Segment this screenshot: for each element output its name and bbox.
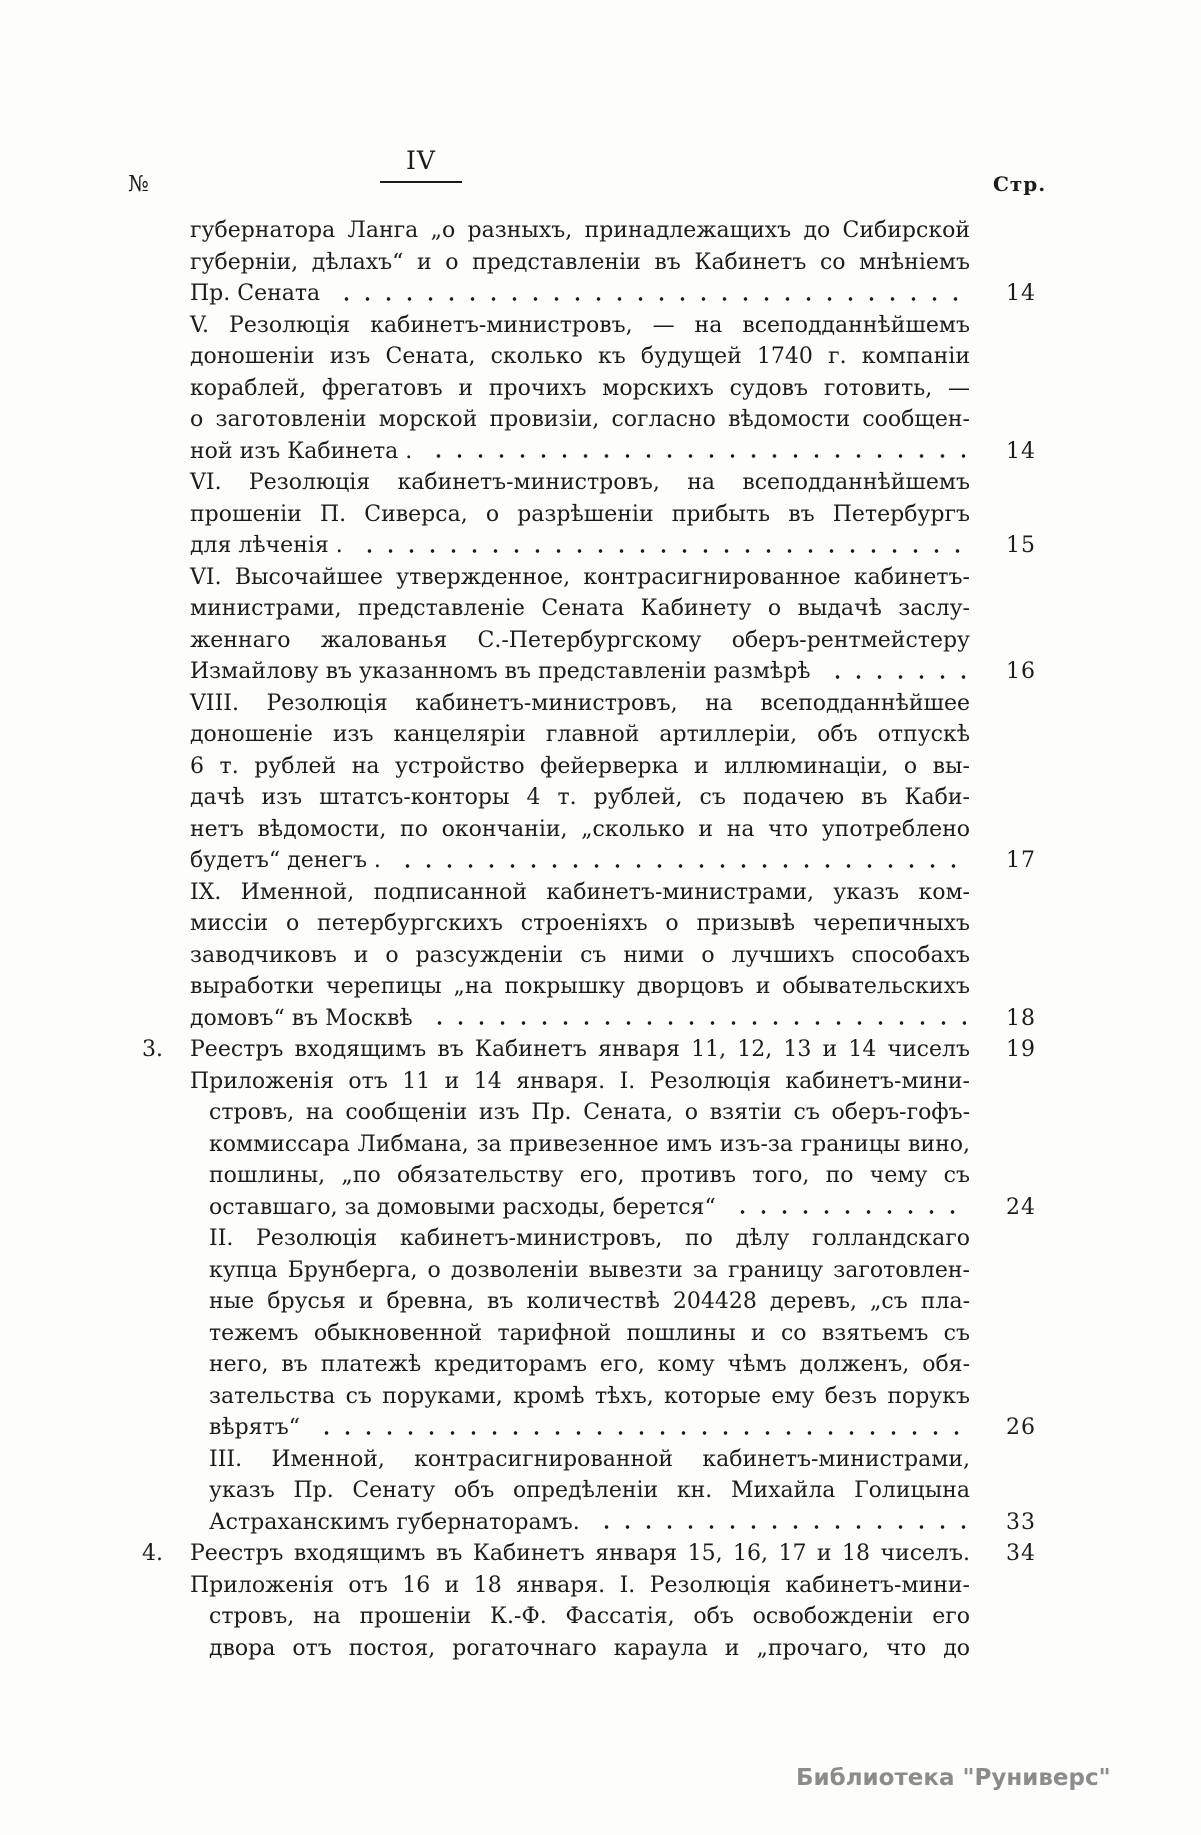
- entry-text: стровъ, на сообщеніи изъ Пр. Сената, о взятіи съ оберъ-гофъ-: [209, 1100, 970, 1125]
- toc-line: [190, 625, 970, 657]
- entry-text: для лѣченія .: [190, 533, 343, 558]
- entry-page-number: 17: [1006, 848, 1036, 873]
- toc-line: [190, 310, 970, 342]
- entry-page-number: 34: [1006, 1541, 1036, 1566]
- entry-text: домовъ“ въ Москвѣ: [190, 1005, 413, 1031]
- toc-line: [142, 1538, 1036, 1570]
- toc-line: [190, 688, 970, 720]
- entry-number: 4.: [142, 1541, 163, 1566]
- toc-line: [190, 1192, 1036, 1224]
- toc-line: [190, 908, 970, 940]
- dot-leader: [420, 436, 966, 468]
- entry-text: III. Именной, контрасигнированной кабинетъ-министрами,: [209, 1446, 970, 1472]
- entry-text: тежемъ обыкновенной тарифной пошлины и со взятьемъ съ: [209, 1320, 970, 1346]
- page-header: [371, 146, 471, 183]
- toc-line: [190, 1160, 970, 1192]
- toc-line: [190, 467, 970, 499]
- entry-text: оставшаго, за домовыми расходы, берется“: [209, 1194, 716, 1220]
- toc-line: [190, 1444, 970, 1476]
- toc-line: [190, 1003, 1036, 1035]
- entry-text: V. Резолюція кабинетъ-министровъ, — на всеподданнѣйшемъ: [190, 312, 970, 338]
- entry-page-number: 19: [1006, 1037, 1036, 1062]
- entry-text: Реестръ входящимъ въ Кабинетъ января 11, 12, 13 и 14 чиселъ: [190, 1037, 970, 1062]
- toc-line: [190, 1633, 970, 1665]
- dot-leader: [308, 1412, 966, 1444]
- entry-text: доношеніе изъ канцеляріи главной артиллеріи, объ отпускѣ: [190, 722, 970, 747]
- toc-line: [190, 1475, 970, 1507]
- dot-leader: [351, 530, 966, 562]
- entry-text: IX. Именной, подписанной кабинетъ-министрами, указъ ком-: [190, 879, 970, 905]
- entry-page-number: 15: [1006, 533, 1036, 558]
- entry-text: VI. Резолюція кабинетъ-министровъ, на всеподданнѣйшемъ: [190, 470, 970, 495]
- page-roman-numeral: IV: [406, 146, 436, 175]
- entry-page-number: 33: [1006, 1509, 1036, 1535]
- entry-text: ной изъ Кабинета .: [190, 438, 413, 464]
- toc-line: [190, 1349, 970, 1381]
- toc-line: [190, 940, 970, 972]
- entry-text: будетъ“ денегъ .: [190, 848, 381, 873]
- entry-text: VI. Высочайшее утвержденное, контрасигнированное кабинетъ-: [190, 564, 970, 590]
- toc-line: [190, 373, 970, 405]
- page-column-label: Стр.: [993, 172, 1047, 196]
- toc-line: [190, 1129, 970, 1161]
- toc-line: [190, 656, 1036, 688]
- toc-line: [190, 719, 970, 751]
- entry-text: Астраханскимъ губернаторамъ.: [209, 1509, 580, 1535]
- toc-line: [190, 1097, 970, 1129]
- toc-line: [190, 845, 1036, 877]
- entry-text: двора отъ постоя, рогаточнаго караула и „прочаго, что до: [209, 1635, 970, 1661]
- toc-line: [142, 1034, 1036, 1066]
- entry-number: 3.: [142, 1037, 163, 1062]
- entry-text: миссіи о петербургскихъ строеніяхъ о призывѣ черепичныхъ: [190, 911, 970, 936]
- entry-text: министрами, представленіе Сената Кабинету о выдачѣ заслу-: [190, 596, 970, 621]
- entry-text: купца Брунберга, о дозволеніи вывезти за границу заготовлен-: [209, 1257, 970, 1283]
- toc-line: [190, 1255, 970, 1287]
- entry-text: стровъ, на прошеніи К.-Ф. Фассатія, объ освобожденіи его: [209, 1604, 970, 1629]
- entry-text: Пр. Сената: [190, 281, 321, 306]
- entry-text: пошлины, „по обязательству его, противъ того, по чему съ: [209, 1163, 970, 1188]
- number-column-label: №: [128, 172, 149, 197]
- entry-text: о заготовленіи морской провизіи, согласно вѣдомости сообщен-: [190, 407, 970, 432]
- toc-line: [190, 814, 970, 846]
- toc-line: [190, 247, 970, 279]
- entry-text: дачѣ изъ штатсъ-конторы 4 т. рублей, съ подачею въ Каби-: [190, 785, 970, 810]
- entry-text: зательства съ поруками, кромѣ тѣхъ, которые ему безъ порукъ: [209, 1383, 970, 1409]
- toc-line: [190, 530, 1036, 562]
- toc-line: [190, 562, 970, 594]
- entry-page-number: 14: [1006, 281, 1036, 306]
- toc-line: [190, 1223, 970, 1255]
- toc-line: [190, 1570, 970, 1602]
- dot-leader: [328, 278, 966, 310]
- toc-line: [190, 1381, 970, 1413]
- entry-text: губерніи, дѣлахъ“ и о представленіи въ Кабинетъ со мнѣніемъ: [190, 249, 970, 275]
- toc-line: [190, 215, 970, 247]
- toc-line: [190, 436, 1036, 468]
- toc-line: [190, 1318, 970, 1350]
- toc-line: [190, 1286, 970, 1318]
- entry-text: выработки черепицы „на покрышку дворцовъ и обывательскихъ: [190, 974, 970, 999]
- entry-text: заводчиковъ и о разсужденіи съ ними о лучшихъ способахъ: [190, 942, 970, 968]
- toc-line: [190, 751, 970, 783]
- toc-line: [190, 877, 970, 909]
- toc-line: [190, 1066, 970, 1098]
- entry-page-number: 26: [1006, 1415, 1036, 1440]
- entry-text: кораблей, фрегатовъ и прочихъ морскихъ судовъ готовить, —: [190, 375, 970, 401]
- toc-line: [190, 1601, 970, 1633]
- toc-line: [190, 341, 970, 373]
- dot-leader: [421, 1003, 966, 1035]
- dot-leader: [389, 845, 966, 877]
- toc-line: [190, 1412, 1036, 1444]
- entry-text: губернатора Ланга „о разныхъ, принадлежащихъ до Сибирской: [190, 218, 970, 243]
- toc-line: [190, 782, 970, 814]
- entry-text: нетъ вѣдомости, по окончаніи, „сколько и на что употреблено: [190, 816, 970, 842]
- entry-page-number: 16: [1006, 659, 1036, 684]
- dot-leader: [588, 1507, 966, 1539]
- entry-text: указъ Пр. Сенату объ опредѣленіи кн. Михайла Голицына: [209, 1478, 970, 1503]
- toc-line: [190, 404, 970, 436]
- entry-text: II. Резолюція кабинетъ-министровъ, по дѣлу голландскаго: [209, 1226, 970, 1251]
- entry-text: 6 т. рублей на устройство фейерверка и иллюминаціи, о вы-: [190, 753, 970, 779]
- table-of-contents: [142, 215, 1036, 1664]
- entry-text: Реестръ входящимъ въ Кабинетъ января 15, 16, 17 и 18 чиселъ.: [190, 1541, 970, 1566]
- entry-text: него, въ платежѣ кредиторамъ его, кому чѣмъ долженъ, обя-: [209, 1352, 970, 1377]
- entry-text: Приложенія отъ 11 и 14 января. I. Резолюція кабинетъ-мини-: [190, 1068, 970, 1094]
- entry-text: прошеніи П. Сиверса, о разрѣшеніи прибыть въ Петербургъ: [190, 501, 970, 527]
- toc-line: [190, 593, 970, 625]
- toc-line: [190, 499, 970, 531]
- entry-text: доношеніи изъ Сената, сколько къ будущей 1740 г. компаніи: [190, 344, 970, 369]
- entry-text: женнаго жалованья С.-Петербургскому оберъ-рентмейстеру: [190, 627, 970, 653]
- entry-text: Измайлову въ указанномъ въ представленіи размѣрѣ: [190, 659, 811, 684]
- toc-line: [190, 971, 970, 1003]
- header-rule: [380, 181, 462, 183]
- entry-text: вѣрятъ“: [209, 1415, 301, 1440]
- entry-text: Приложенія отъ 16 и 18 января. I. Резолюція кабинетъ-мини-: [190, 1572, 970, 1598]
- entry-page-number: 24: [1006, 1194, 1036, 1220]
- entry-text: VIII. Резолюція кабинетъ-министровъ, на всеподданнѣйшее: [190, 690, 970, 716]
- entry-text: ные брусья и бревна, въ количествѣ 204428 деревъ, „съ пла-: [209, 1289, 970, 1314]
- entry-page-number: 14: [1006, 438, 1036, 464]
- entry-text: коммиссара Либмана, за привезенное имъ изъ-за границы вино,: [209, 1131, 970, 1157]
- dot-leader: [819, 656, 966, 688]
- toc-line: [190, 1507, 1036, 1539]
- entry-page-number: 18: [1006, 1005, 1036, 1031]
- dot-leader: [724, 1192, 966, 1224]
- library-watermark: Библиотека "Руниверс": [796, 1765, 1111, 1791]
- toc-line: [190, 278, 1036, 310]
